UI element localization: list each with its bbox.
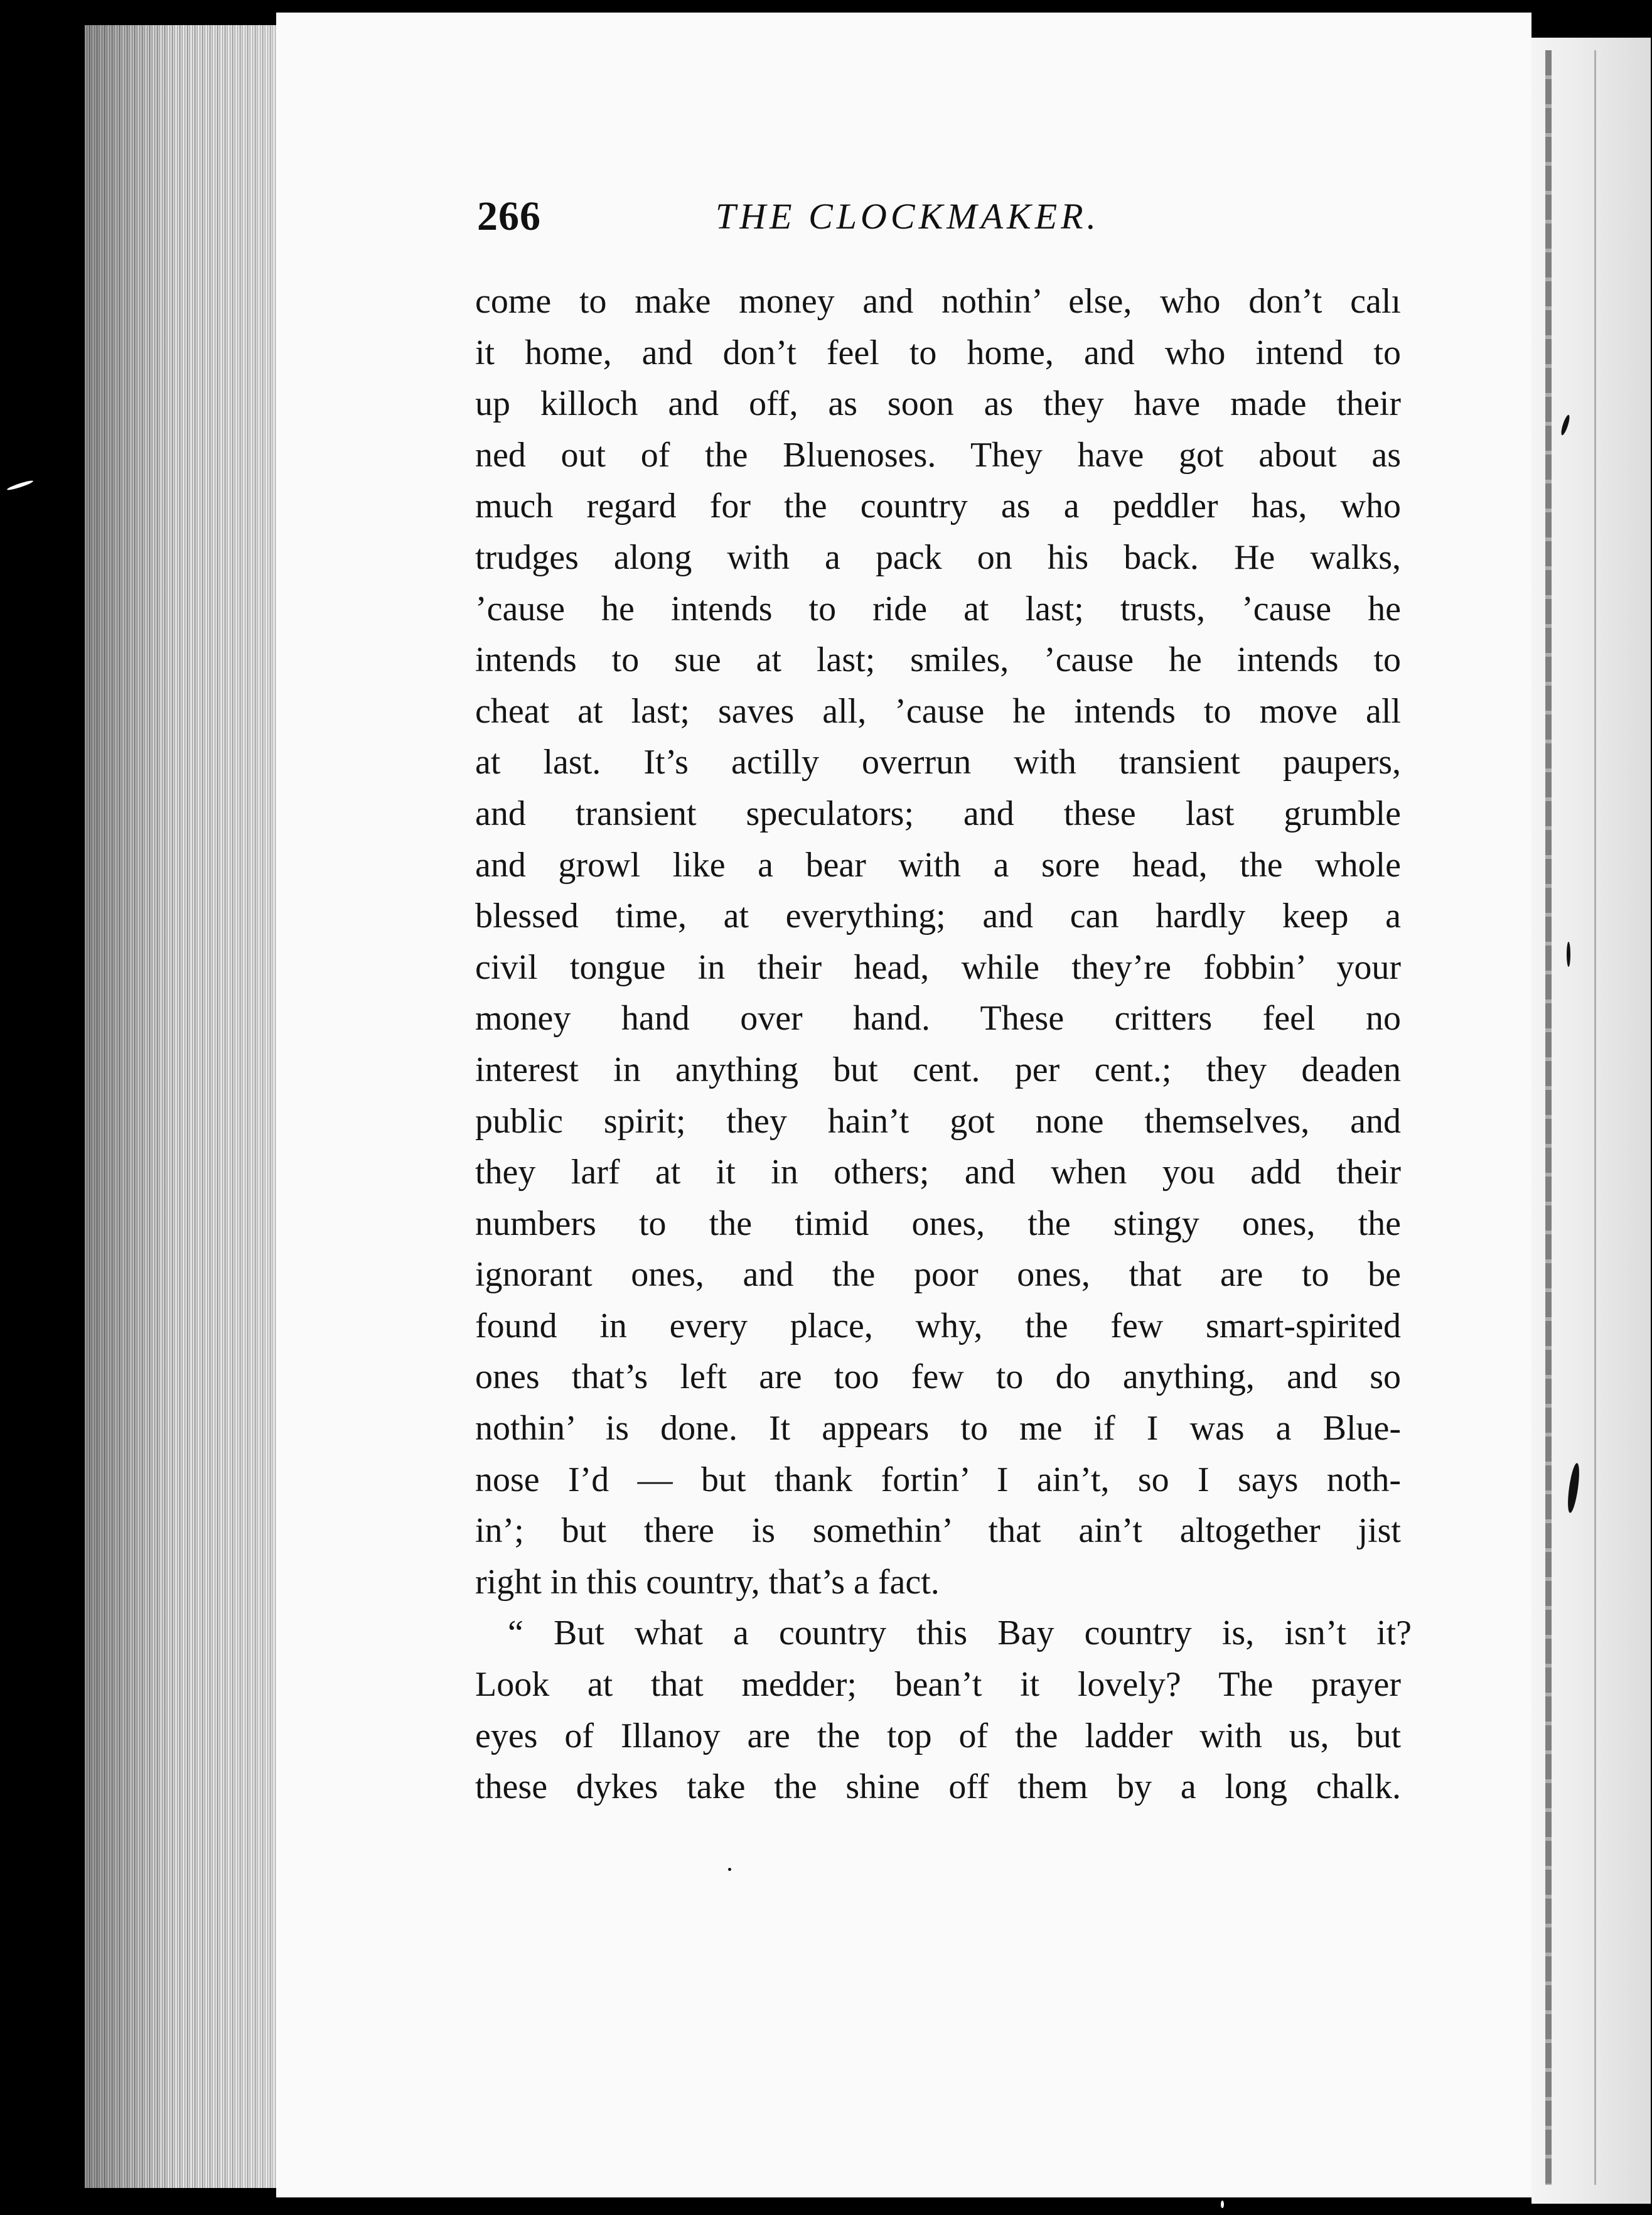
text-line: civil tongue in their head, while they’re fobbin’ your <box>475 947 1401 987</box>
text-line: up killoch and off, as soon as they have made their <box>475 384 1401 424</box>
running-header <box>477 195 1400 239</box>
scan-speck <box>1221 2201 1224 2208</box>
scan-speck <box>728 1868 731 1871</box>
text-line: interest in anything but cent. per cent.; they deaden <box>475 1050 1401 1089</box>
text-line: eyes of Illanoy are the top of the ladder with us, but <box>475 1716 1401 1755</box>
text-line: Look at that medder; bean’t it lovely? The prayer <box>475 1665 1401 1705</box>
text-line: ned out of the Bluenoses. They have got about as <box>475 435 1401 475</box>
text-line: public spirit; they hain’t got none themselves, and <box>475 1101 1401 1141</box>
text-line: nose I’d — but thank fortin’ I ain’t, so I says noth- <box>475 1460 1401 1499</box>
text-line: much regard for the country as a peddler has, who <box>475 487 1401 526</box>
text-line: money hand over hand. These critters feel no <box>475 999 1401 1038</box>
facing-page-crease <box>1594 50 1596 2185</box>
text-line: ignorant ones, and the poor ones, that are to be <box>475 1255 1401 1295</box>
text-line: ones that’s left are too few to do anything, and so <box>475 1357 1401 1397</box>
page-number: 266 <box>477 193 541 239</box>
text-line: blessed time, at everything; and can hardly keep a <box>475 897 1401 936</box>
text-line: numbers to the timid ones, the stingy ones, the <box>475 1204 1401 1243</box>
text-line: “ But what a country this Bay country is, isn’t it? <box>508 1614 1412 1653</box>
text-line: trudges along with a pack on his back. He walks, <box>475 537 1401 577</box>
text-line: ’cause he intends to ride at last; trusts, ’cause he <box>475 589 1401 628</box>
text-line: nothin’ is done. It appears to me if I was a Blue- <box>475 1409 1401 1448</box>
text-line: in’; but there is somethin’ that ain’t altogether jist <box>475 1511 1401 1551</box>
text-line: at last. It’s actilly overrun with transient paupers, <box>475 743 1401 782</box>
body-text <box>475 276 1412 1813</box>
stacked-page-edges <box>85 25 282 2188</box>
text-line: right in this country, that’s a fact. <box>475 1562 940 1602</box>
scan-speck <box>1567 942 1570 967</box>
text-line: and transient speculators; and these last grumble <box>475 794 1401 833</box>
text-line: they larf at it in others; and when you add their <box>475 1153 1401 1192</box>
text-line: found in every place, why, the few smart-spirited <box>475 1306 1401 1345</box>
text-line: and growl like a bear with a sore head, the whole <box>475 845 1401 885</box>
scan-speck <box>6 479 34 491</box>
text-line: intends to sue at last; smiles, ’cause he intends to <box>475 640 1401 680</box>
text-line: it home, and don’t feel to home, and who intend to <box>475 333 1401 372</box>
text-line: cheat at last; saves all, ’cause he intends to move all <box>475 691 1401 731</box>
text-line: these dykes take the shine off them by a long chalk. <box>475 1767 1401 1807</box>
running-title: THE CLOCKMAKER. <box>716 196 1100 237</box>
facing-page-shadow <box>1545 50 1552 2185</box>
text-line: come to make money and nothin’ else, who don’t calı <box>475 282 1401 321</box>
